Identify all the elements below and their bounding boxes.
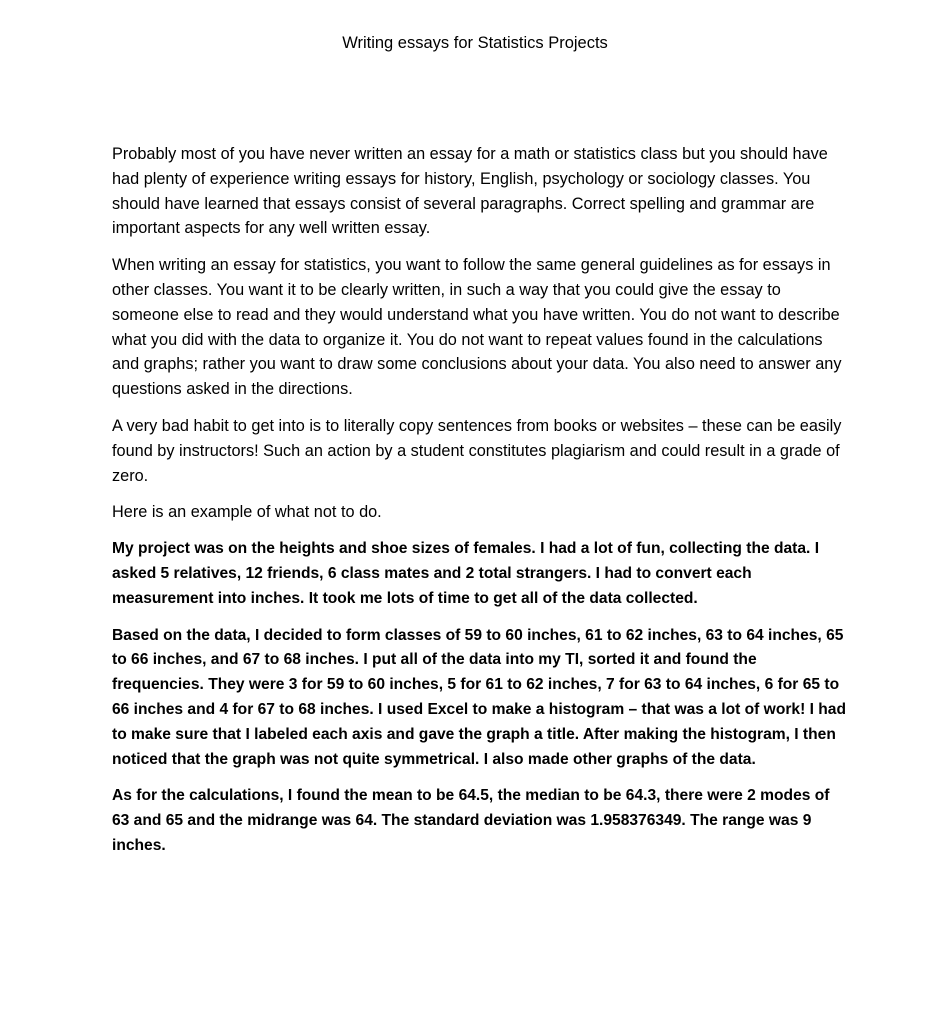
paragraph-bad-example-1: My project was on the heights and shoe sizes of females. I had a lot of fun, collecting the data. I asked 5 relatives, 12 friends, 6 class mates and 2 total strangers. I had to convert each measurement into inches. It took me lots of time to get all of the data collected.	[112, 540, 820, 607]
document-body	[112, 142, 850, 871]
paragraph-plagiarism: A very bad habit to get into is to literally copy sentences from books or websites – these can be easily found by instructors! Such an action by a student constitutes plagiarism and could result in a grade of zero.	[112, 416, 842, 485]
paragraph-bad-example-2: Based on the data, I decided to form classes of 59 to 60 inches, 61 to 62 inches, 63 to 64 inches, 65 to 66 inches, and 67 to 68 inches. I put all of the data into my TI, sorted it and found the frequencies. They were 3 for 59 to 60 inches, 5 for 61 to 62 inches, 7 for 63 to 64 inches, 6 for 65 to 66 inches and 4 for 67 to 68 inches. I used Excel to make a histogram – that was a lot of work! I had to make sure that I labeled each axis and gave the graph a title. After making the histogram, I then noticed that the graph was not quite symmetrical. I also made other graphs of the data.	[112, 626, 846, 768]
paragraph-intro: Probably most of you have never written an essay for a math or statistics class but you should have had plenty of experience writing essays for history, English, psychology or sociology classes. You should have learned that essays consist of several paragraphs. Correct spelling and grammar are important aspects for any well written essay.	[112, 145, 828, 238]
paragraph-guidelines: When writing an essay for statistics, you want to follow the same general guidelines as for essays in other classes. You want it to be clearly written, in such a way that you could give the essay to someone else to read and they would understand what you have written. You do not want to describe what you did with the data to organize it. You do not want to repeat values found in the calculations and graphs; rather you want to draw some conclusions about your data. You also need to answer any questions asked in the directions.	[112, 256, 842, 399]
paragraph-example-intro: Here is an example of what not to do.	[112, 503, 382, 522]
document-title: Writing essays for Statistics Projects	[342, 34, 608, 52]
paragraph-bad-example-3: As for the calculations, I found the mean to be 64.5, the median to be 64.3, there were 2 modes of 63 and 65 and the midrange was 64. The standard deviation was 1.958376349. The range was 9 inches.	[112, 787, 830, 854]
